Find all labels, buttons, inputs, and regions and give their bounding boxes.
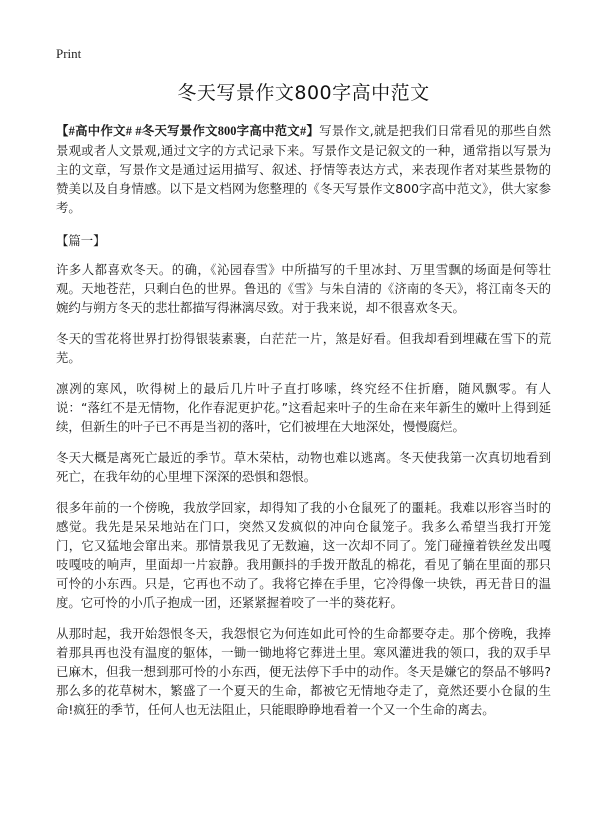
- page-title: 冬天写景作文800字高中范文: [177, 82, 430, 104]
- paragraph-3: 凛冽的寒风，吹得树上的最后几片叶子直打哆嗦，终究经不住折磨，随风飘零。有人说：“落红不是无情物，化作春泥更护花。”这看起来叶子的生命在来年新生的嫩叶上得到延续，但新生的叶子已不再是当初的落叶，它们被埋在大地深处，慢慢腐烂。: [56, 381, 551, 434]
- document-body: [56, 78, 551, 731]
- paragraph-4: 冬天大概是离死亡最近的季节。草木荣枯，动物也难以逃离。冬天使我第一次真切地看到死亡，在我年幼的心里埋下深深的恐惧和怨恨。: [56, 450, 551, 484]
- paragraph-2: 冬天的雪花将世界打扮得银装素裹，白茫茫一片，煞是好看。但我却看到埋藏在雪下的荒芜。: [56, 331, 551, 365]
- paragraph-6: 从那时起，我开始怨恨冬天，我怨恨它为何连如此可怜的生命都要夺走。那个傍晚，我捧着那具再也没有温度的躯体，一锄一锄地将它葬进土里。寒风灌进我的领口，我的双手早已麻木，但我一想到那可怜的小东西，便无法停下手中的动作。冬天是嫌它的祭品不够吗?那么多的花草树木，繁盛了一个夏天的生命，都被它无情地夺走了，竟然还要小仓鼠的生命!疯狂的季节，任何人也无法阻止，只能眼睁睁地看着一个又一个生命的离去。: [56, 626, 551, 717]
- paragraph-5: 很多年前的一个傍晚，我放学回家，却得知了我的小仓鼠死了的噩耗。我难以形容当时的感觉。我先是呆呆地站在门口，突然又发疯似的冲向仓鼠笼子。我多么希望当我打开笼门，它又猛地会窜出来。那情景我见了无数遍，这一次却不同了。笼门碰撞着铁丝发出嘎吱嘎吱的响声，里面却一片寂静。我用颤抖的手拨开散乱的棉花，看见了躺在里面的那只可怜的小东西。只是，它再也不动了。我将它捧在手里，它冷得像一块铁，再无昔日的温度。它可怜的小爪子抱成一团，还紧紧握着咬了一半的葵花籽。: [56, 500, 551, 610]
- print-link[interactable]: Print: [56, 46, 82, 61]
- intro-text: 写景作文,就是把我们日常看见的那些自然景观或者人文景观,通过文字的方式记录下来。写景作文是记叙文的一种，通常指以写景为主的文章，写景作文是通过运用描写、叙述、抒情等表达方式，来表现作者对某些景物的赞美以及自身情感。以下是文档网为您整理的《冬天写景作文800字高中范文》，供大家参考。: [56, 123, 551, 215]
- intro-paragraph: [56, 121, 551, 217]
- paragraph-1: 许多人都喜欢冬天。的确，《沁园春雪》中所描写的千里冰封、万里雪飘的场面是何等壮观。天地苍茫，只剩白色的世界。鲁迅的《雪》与朱自清的《济南的冬天》，将江南冬天的婉约与朔方冬天的悲壮都描写得淋漓尽致。对于我来说，却不很喜欢冬天。: [56, 262, 551, 315]
- section-heading: 【篇一】: [56, 233, 106, 248]
- intro-tag: 【#高中作文# #冬天写景作文800字高中范文#】: [56, 124, 320, 138]
